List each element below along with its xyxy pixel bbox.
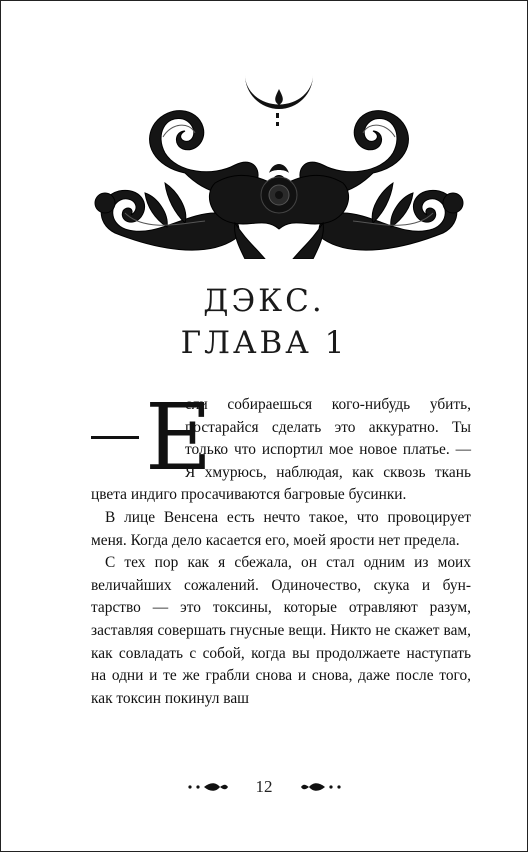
baroque-ornament-icon	[85, 63, 473, 259]
page-number: 12	[255, 777, 273, 796]
paragraph-2: В лице Венсена есть нечто такое, что провоцирует меня. Когда дело касается его, моей ярости нет предела.	[91, 508, 471, 549]
chapter-title-line1: ДЭКС.	[203, 283, 325, 319]
chapter-title-line2: ГЛАВА 1	[180, 325, 348, 361]
footer-right-ornament-icon	[299, 781, 343, 793]
flower-icon	[261, 164, 297, 213]
chapter-body	[91, 384, 471, 710]
crescent-moon-icon	[245, 75, 313, 126]
paragraph-3: С тех пор как я сбежала, он стал одним из моих величайших сожалений. Одиночество, скука и бунтарство — это токсины, которые отравляют разум, заставляя совершать гнусные вещи. Никто не скажет вам, как совладать с собой, когда вы продолжаете наступать на одни и те же грабли снова и снова, даже после того, как токсин покинул ваш	[91, 554, 471, 707]
paragraph-1-text: сли собираешься кого-нибудь убить, постарайся сделать это аккуратно. Ты только что испортил мое новое платье. — Я хмурюсь, наблюдая, как сквозь ткань цвета индиго просачиваются багровые бусинки.	[91, 396, 471, 504]
footer-left-ornament-icon	[186, 781, 230, 793]
dropcap-dash	[91, 436, 139, 439]
paragraph-1	[91, 384, 471, 507]
page-footer	[1, 777, 527, 801]
dropcap-letter: Е	[145, 384, 213, 491]
dropcap	[91, 384, 213, 491]
